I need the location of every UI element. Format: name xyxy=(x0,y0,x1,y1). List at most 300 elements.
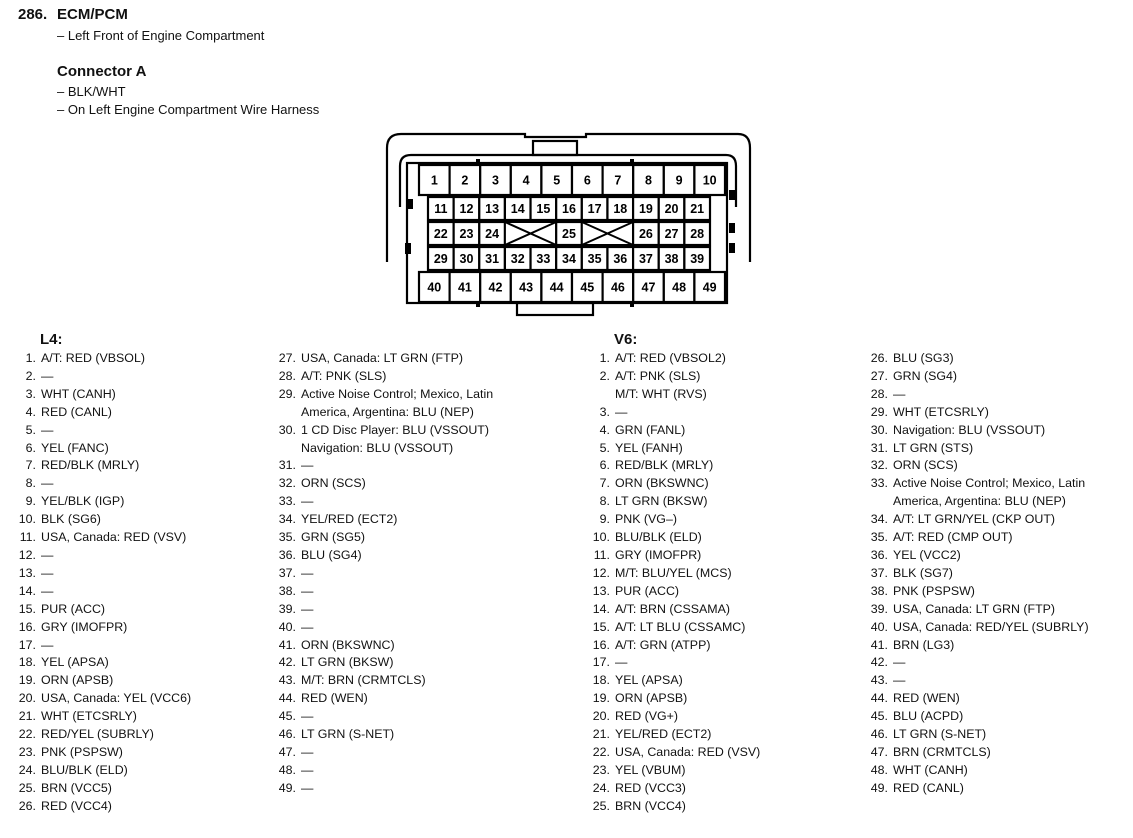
pin-list-item xyxy=(270,547,493,565)
pin-list-item xyxy=(862,654,1089,672)
pin-number: 25. xyxy=(18,780,36,795)
pin-description-line: YEL (APSA) xyxy=(41,655,109,670)
pin-list-item xyxy=(10,780,191,798)
pin-description xyxy=(888,404,989,422)
pin-list-item xyxy=(584,798,760,816)
pin-number: 7. xyxy=(25,458,36,473)
pin-description-line: — xyxy=(893,386,906,401)
pin-description-line: — xyxy=(41,368,54,383)
pin-description xyxy=(36,619,127,637)
pin-label: 28 xyxy=(690,227,705,241)
pin-label: 5 xyxy=(553,173,561,188)
pin-number: 1. xyxy=(599,351,610,365)
pin-description-line: — xyxy=(41,583,54,598)
pin-description xyxy=(36,475,53,493)
pin-label: 23 xyxy=(459,227,474,241)
pin-label: 44 xyxy=(549,280,564,295)
section-number: 286. xyxy=(18,6,48,23)
pin-list-item xyxy=(862,708,1089,726)
pin-description-line: A/T: PNK (SLS) xyxy=(301,368,387,383)
pin-description-line: LT GRN (BKSW) xyxy=(301,655,394,670)
connector-pins xyxy=(419,165,725,302)
pin-description-line: BLK (SG7) xyxy=(893,565,953,580)
pin-description xyxy=(888,654,905,672)
pin-description-line: — xyxy=(615,655,628,670)
pin-description xyxy=(610,583,679,601)
pin-list-item xyxy=(862,350,1089,368)
pin-number: 48. xyxy=(870,762,888,777)
pin-description xyxy=(888,368,957,386)
pin-list-item xyxy=(270,744,493,762)
pin-number: 25. xyxy=(592,798,610,813)
pin-list-item xyxy=(862,780,1089,798)
pin-description-line: 1 CD Disc Player: BLU (VSSOUT) xyxy=(301,422,489,437)
pin-number: 29. xyxy=(870,404,888,419)
pin-label: 19 xyxy=(638,202,653,216)
pin-label: 39 xyxy=(690,252,705,266)
pin-label: 20 xyxy=(664,202,679,216)
pin-description xyxy=(888,672,905,690)
pin-description-line: USA, Canada: LT GRN (FTP) xyxy=(301,351,464,365)
pin-description xyxy=(888,440,973,458)
pin-list-item xyxy=(584,440,760,458)
pin-number: 21. xyxy=(592,727,610,742)
pin-description xyxy=(296,637,395,655)
pin-description-line: YEL (VCC2) xyxy=(893,547,961,562)
pin-description-line: RED (VCC3) xyxy=(615,780,686,795)
pin-label: 27 xyxy=(664,227,679,241)
pin-description xyxy=(610,493,707,511)
pin-list-item xyxy=(10,511,191,529)
pin-description xyxy=(36,386,116,404)
pin-description-line: GRN (SG5) xyxy=(301,530,366,545)
pin-description xyxy=(296,422,489,458)
pin-description xyxy=(36,726,154,744)
pin-description xyxy=(36,511,101,529)
pin-label: 9 xyxy=(675,173,683,188)
pin-list-item xyxy=(10,404,191,422)
pin-description xyxy=(888,726,986,744)
pin-description xyxy=(888,637,954,655)
pin-number: 3. xyxy=(25,386,36,401)
pin-list-item xyxy=(10,672,191,690)
pin-description xyxy=(296,601,313,619)
pin-description xyxy=(296,744,313,762)
pin-list-item xyxy=(584,350,760,368)
pin-list-item xyxy=(584,601,760,619)
pin-description xyxy=(610,529,702,547)
pin-number: 12. xyxy=(592,565,610,580)
pin-label: 2 xyxy=(461,173,469,188)
pin-label: 17 xyxy=(587,202,602,216)
pin-number: 19. xyxy=(18,673,36,688)
pin-description xyxy=(36,690,191,708)
pin-number: 38. xyxy=(870,583,888,598)
pin-description-line: LT GRN (STS) xyxy=(893,440,974,455)
v6-heading: V6: xyxy=(614,331,638,348)
pin-list-item xyxy=(862,637,1089,655)
pin-number: 37. xyxy=(870,565,888,580)
pin-description-line: — xyxy=(301,601,314,616)
pin-description-line: A/T: RED (VBSOL2) xyxy=(615,351,726,365)
pin-number: 8. xyxy=(599,494,610,509)
pin-number: 24. xyxy=(592,780,610,795)
pin-description xyxy=(296,583,313,601)
pin-description-line: — xyxy=(893,673,906,688)
pin-description xyxy=(36,529,186,547)
pin-number: 47. xyxy=(278,744,296,759)
l4-pin-list-2 xyxy=(270,350,493,798)
pin-description-line: BLU/BLK (ELD) xyxy=(615,530,702,545)
pin-description-line: GRY (IMOFPR) xyxy=(615,547,702,562)
pin-description-line: — xyxy=(301,565,314,580)
pin-description xyxy=(296,654,393,672)
pin-description xyxy=(610,654,627,672)
pin-description-line: USA, Canada: YEL (VCC6) xyxy=(41,691,192,706)
pin-description xyxy=(888,386,905,404)
pin-description-line: M/T: WHT (RVS) xyxy=(615,386,707,401)
pin-description xyxy=(296,708,313,726)
pin-list-item xyxy=(10,457,191,475)
pin-list-item xyxy=(270,565,493,583)
pin-list-item xyxy=(584,690,760,708)
pin-description-line: WHT (ETCSRLY) xyxy=(41,709,137,724)
pin-list-item xyxy=(10,529,191,547)
pin-list-item xyxy=(270,386,493,422)
pin-number: 5. xyxy=(25,422,36,437)
pin-description-line: ORN (BKSWNC) xyxy=(615,476,709,491)
pin-number: 12. xyxy=(18,547,36,562)
pin-list-item xyxy=(862,457,1089,475)
pin-description xyxy=(36,440,109,458)
pin-description xyxy=(296,762,313,780)
pin-description xyxy=(888,475,1085,511)
pin-label: 15 xyxy=(536,202,551,216)
pin-description-line: WHT (ETCSRLY) xyxy=(893,404,989,419)
pin-description-line: ORN (SCS) xyxy=(893,458,958,473)
pin-description-line: — xyxy=(301,709,314,724)
pin-label: 21 xyxy=(690,202,705,216)
pin-number: 1. xyxy=(25,351,36,365)
pin-description xyxy=(36,672,113,690)
pin-label: 4 xyxy=(522,173,530,188)
pin-number: 17. xyxy=(18,637,36,652)
pin-description xyxy=(296,386,493,422)
pin-list-item xyxy=(584,726,760,744)
pin-number: 15. xyxy=(18,601,36,616)
pin-label: 37 xyxy=(638,252,653,266)
pin-list-item xyxy=(10,493,191,511)
pin-description-line: A/T: PNK (SLS) xyxy=(615,368,701,383)
pin-description xyxy=(296,368,386,386)
pin-description xyxy=(296,672,426,690)
pin-description xyxy=(36,565,53,583)
pin-list-item xyxy=(10,726,191,744)
pin-number: 36. xyxy=(278,547,296,562)
pin-description-line: M/T: BLU/YEL (MCS) xyxy=(615,565,732,580)
pin-number: 14. xyxy=(592,601,610,616)
pin-description-line: BLU (ACPD) xyxy=(893,709,964,724)
pin-label: 3 xyxy=(492,173,499,188)
pin-description-line: ORN (BKSWNC) xyxy=(301,637,395,652)
pin-description-line: A/T: GRN (ATPP) xyxy=(615,637,711,652)
pin-description xyxy=(888,350,954,368)
pin-description xyxy=(296,547,362,565)
pin-label: 13 xyxy=(485,202,500,216)
pin-list-item xyxy=(10,350,191,368)
pin-description-line: — xyxy=(301,583,314,598)
pin-description-line: USA, Canada: RED/YEL (SUBRLY) xyxy=(893,619,1089,634)
pin-description xyxy=(36,457,139,475)
pin-description xyxy=(610,672,683,690)
pin-list-item xyxy=(584,672,760,690)
pin-list-item xyxy=(10,475,191,493)
pin-description-line: BRN (LG3) xyxy=(893,637,955,652)
pin-description xyxy=(888,780,964,798)
pin-description-line: RED (CANL) xyxy=(893,780,964,795)
pin-description xyxy=(610,422,685,440)
pin-description xyxy=(36,798,112,816)
pin-description xyxy=(610,762,685,780)
pin-description-line: USA, Canada: RED (VSV) xyxy=(615,744,761,759)
pin-label: 11 xyxy=(434,202,448,216)
pin-description xyxy=(610,368,707,404)
pin-number: 35. xyxy=(870,530,888,545)
pin-number: 33. xyxy=(278,494,296,509)
component-title: ECM/PCM xyxy=(57,6,128,23)
pin-list-item xyxy=(584,511,760,529)
pin-list-item xyxy=(270,619,493,637)
pin-list-item xyxy=(862,386,1089,404)
pin-number: 6. xyxy=(25,440,36,455)
pin-description xyxy=(36,368,53,386)
pin-description-line: — xyxy=(41,422,54,437)
pin-number: 4. xyxy=(599,422,610,437)
connector-title: Connector A xyxy=(57,63,147,80)
pin-number: 20. xyxy=(592,709,610,724)
pin-description-line: — xyxy=(41,565,54,580)
pin-description-line: — xyxy=(301,458,314,473)
pin-description xyxy=(888,690,960,708)
pin-list-item xyxy=(584,422,760,440)
pin-number: 14. xyxy=(18,583,36,598)
pin-label: 36 xyxy=(613,252,628,266)
pin-description-line: A/T: LT BLU (CSSAMC) xyxy=(615,619,746,634)
pin-list-item xyxy=(10,601,191,619)
pin-number: 30. xyxy=(278,422,296,437)
pin-description-line: A/T: BRN (CSSAMA) xyxy=(615,601,730,616)
pin-label: 32 xyxy=(510,252,525,266)
pin-label: 41 xyxy=(457,280,472,295)
pin-number: 13. xyxy=(18,565,36,580)
pin-description xyxy=(610,744,760,762)
pin-list-item xyxy=(270,368,493,386)
pin-label: 24 xyxy=(485,227,500,241)
pin-list-item xyxy=(584,708,760,726)
pin-label: 33 xyxy=(536,252,551,266)
pin-description xyxy=(888,511,1055,529)
pin-list-item xyxy=(584,368,760,404)
pin-list-item xyxy=(10,654,191,672)
pin-number: 45. xyxy=(278,709,296,724)
pin-number: 7. xyxy=(599,476,610,491)
pin-list-item xyxy=(862,511,1089,529)
pin-list-item xyxy=(862,601,1089,619)
pin-number: 19. xyxy=(592,691,610,706)
pin-number: 4. xyxy=(25,404,36,419)
pin-description xyxy=(610,637,710,655)
pin-list-item xyxy=(862,547,1089,565)
pin-number: 22. xyxy=(18,727,36,742)
pin-number: 3. xyxy=(599,404,610,419)
pin-description-line: RED/YEL (SUBRLY) xyxy=(41,727,154,742)
pin-number: 27. xyxy=(870,368,888,383)
pin-list-item xyxy=(270,708,493,726)
pin-list-item xyxy=(862,762,1089,780)
pin-list-item xyxy=(270,637,493,655)
pin-number: 32. xyxy=(278,476,296,491)
pin-list-item xyxy=(584,637,760,655)
pin-number: 9. xyxy=(25,494,36,509)
pin-description-line: Active Noise Control; Mexico, Latin xyxy=(301,386,494,401)
pin-label: 31 xyxy=(485,252,500,266)
pin-number: 16. xyxy=(592,637,610,652)
pin-description-line: — xyxy=(301,780,314,795)
pin-list-item xyxy=(584,619,760,637)
pin-description xyxy=(36,708,137,726)
pin-description-line: M/T: BRN (CRMTCLS) xyxy=(301,673,426,688)
pin-list-item xyxy=(584,654,760,672)
pin-description xyxy=(36,780,112,798)
pin-label: 6 xyxy=(583,173,591,188)
pin-description xyxy=(888,457,958,475)
pin-description xyxy=(888,601,1055,619)
pin-description-line: Navigation: BLU (VSSOUT) xyxy=(893,422,1046,437)
pin-list-item xyxy=(270,601,493,619)
pin-description xyxy=(888,547,961,565)
pin-description-line: BRN (CRMTCLS) xyxy=(893,744,991,759)
pin-description xyxy=(888,708,963,726)
pin-description xyxy=(610,690,687,708)
pin-label: 12 xyxy=(459,202,474,216)
pin-list-item xyxy=(10,637,191,655)
pin-description-line: Navigation: BLU (VSSOUT) xyxy=(301,440,454,455)
pin-number: 22. xyxy=(592,744,610,759)
pin-number: 20. xyxy=(18,691,36,706)
pin-description xyxy=(296,457,313,475)
pin-description xyxy=(36,583,53,601)
pin-list-item xyxy=(270,690,493,708)
pin-description-line: RED (CANL) xyxy=(41,404,112,419)
pin-description xyxy=(888,565,953,583)
pin-number: 40. xyxy=(870,619,888,634)
pin-number: 42. xyxy=(278,655,296,670)
pin-description-line: — xyxy=(41,547,54,562)
pin-description xyxy=(610,475,709,493)
pin-number: 21. xyxy=(18,709,36,724)
pin-description-line: — xyxy=(41,476,54,491)
pin-number: 29. xyxy=(278,386,296,401)
pin-description-line: YEL (FANH) xyxy=(615,440,683,455)
pin-description xyxy=(610,440,683,458)
pin-list-item xyxy=(862,529,1089,547)
pin-list-item xyxy=(862,404,1089,422)
pin-number: 28. xyxy=(278,368,296,383)
pin-description-line: BRN (VCC4) xyxy=(615,798,686,813)
pin-number: 47. xyxy=(870,744,888,759)
pin-number: 24. xyxy=(18,762,36,777)
pin-list-item xyxy=(584,780,760,798)
pin-description xyxy=(888,619,1089,637)
pin-description xyxy=(610,350,726,368)
pin-description-line: — xyxy=(301,494,314,509)
pin-description xyxy=(36,654,109,672)
pin-label: 47 xyxy=(641,280,656,295)
pin-number: 43. xyxy=(278,673,296,688)
pin-description-line: RED (VCC4) xyxy=(41,798,112,813)
pin-label: 7 xyxy=(614,173,622,188)
pin-description xyxy=(36,744,123,762)
pin-list-item xyxy=(270,583,493,601)
pin-description xyxy=(610,511,677,529)
pin-list-item xyxy=(270,726,493,744)
pin-label: 42 xyxy=(488,280,503,295)
pin-description-line: PNK (PSPSW) xyxy=(41,744,123,759)
pin-description xyxy=(36,547,53,565)
pin-number: 27. xyxy=(278,351,296,365)
pin-list-item xyxy=(584,475,760,493)
pin-list-item xyxy=(10,690,191,708)
pin-description xyxy=(296,529,365,547)
pin-description-line: ORN (SCS) xyxy=(301,476,366,491)
pin-description xyxy=(296,350,463,368)
pin-number: 35. xyxy=(278,530,296,545)
pin-label: 30 xyxy=(459,252,474,266)
pin-list-item xyxy=(10,619,191,637)
pin-description-line: YEL/RED (ECT2) xyxy=(615,727,712,742)
pin-label: 29 xyxy=(433,252,448,266)
connector-color: – BLK/WHT xyxy=(57,84,126,99)
pin-list-item xyxy=(10,386,191,404)
pin-list-item xyxy=(270,529,493,547)
pin-description-line: A/T: LT GRN/YEL (CKP OUT) xyxy=(893,512,1056,527)
pin-description xyxy=(610,547,701,565)
pin-description xyxy=(888,762,968,780)
pin-description xyxy=(888,529,1013,547)
pin-number: 34. xyxy=(870,512,888,527)
pin-label: 22 xyxy=(433,227,448,241)
pin-description-line: USA, Canada: RED (VSV) xyxy=(41,530,187,545)
pin-list-item xyxy=(10,583,191,601)
pin-description-line: RED/BLK (MRLY) xyxy=(615,458,714,473)
pin-description-line: A/T: RED (CMP OUT) xyxy=(893,530,1013,545)
pin-list-item xyxy=(270,780,493,798)
pin-list-item xyxy=(862,672,1089,690)
pin-number: 18. xyxy=(18,655,36,670)
pin-number: 41. xyxy=(278,637,296,652)
pin-list-item xyxy=(10,744,191,762)
pin-number: 18. xyxy=(592,673,610,688)
pin-number: 31. xyxy=(870,440,888,455)
pin-number: 16. xyxy=(18,619,36,634)
pin-number: 13. xyxy=(592,583,610,598)
pin-list-item xyxy=(584,744,760,762)
pin-label: 8 xyxy=(645,173,652,188)
pin-description-line: BLU (SG4) xyxy=(301,547,362,562)
pin-list-item xyxy=(584,457,760,475)
pin-list-item xyxy=(862,565,1089,583)
pin-list-item xyxy=(10,565,191,583)
